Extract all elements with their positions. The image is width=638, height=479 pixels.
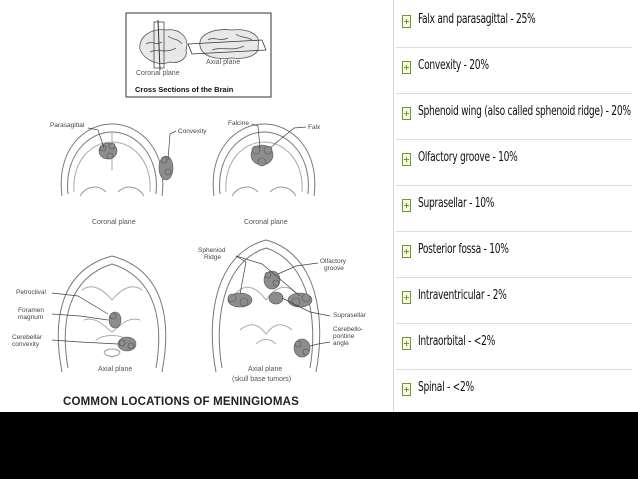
- expand-plus-icon[interactable]: [402, 291, 411, 304]
- list-item-label: Olfactory groove - 10%: [418, 150, 518, 165]
- label-cp-angle-3: angle: [333, 340, 349, 347]
- tumor-suprasellar: [269, 292, 283, 304]
- expand-plus-icon[interactable]: [402, 107, 411, 120]
- list-item[interactable]: [394, 325, 638, 370]
- label-cerebellar-1: Cerebellar: [12, 334, 42, 341]
- label-suprasellar: Suprasellar: [333, 312, 366, 319]
- list-item[interactable]: [394, 141, 638, 186]
- coronal-skull-left: [61, 124, 163, 196]
- list-item[interactable]: [394, 233, 638, 278]
- expand-plus-icon[interactable]: [402, 383, 411, 396]
- list-item-label: Spinal - <2%: [418, 380, 474, 395]
- label-falcine: Falcine: [228, 120, 249, 127]
- list-item-label: Falx and parasagittal - 25%: [418, 12, 536, 27]
- axial-plane-small-label: Axial plane: [206, 59, 241, 66]
- tumor-falcine: [251, 145, 273, 166]
- caption-axial-right-2: (skull base tumors): [232, 376, 292, 383]
- list-item-label: Convexity - 20%: [418, 58, 489, 73]
- figure-main-title: COMMON LOCATIONS OF MENINGIOMAS: [63, 396, 299, 408]
- label-sphenoid-1: Spheniod: [198, 247, 226, 254]
- divider: [396, 93, 632, 94]
- divider: [396, 139, 632, 140]
- label-cp-angle-2: pontine: [333, 333, 355, 340]
- list-item-label: Intraventricular - 2%: [418, 288, 507, 303]
- caption-axial-left: Axial plane: [98, 366, 133, 373]
- location-list: [394, 0, 638, 412]
- divider: [396, 231, 632, 232]
- list-item[interactable]: [394, 371, 638, 416]
- tumor-parasagittal: [99, 143, 117, 159]
- expand-plus-icon[interactable]: [402, 245, 411, 258]
- divider: [396, 277, 632, 278]
- caption-axial-right-1: Axial plane: [248, 366, 283, 373]
- list-item[interactable]: [394, 3, 638, 48]
- label-olfactory-2: groove: [324, 265, 344, 272]
- label-falx: Falx: [308, 124, 321, 131]
- coronal-plane-small-label: Coronal plane: [136, 70, 180, 77]
- list-item-label: Intraorbital - <2%: [418, 334, 496, 349]
- tumor-foramen-magnum: [109, 312, 121, 328]
- label-cp-angle-1: Cerebello-: [333, 326, 363, 333]
- tumor-convexity-left: [159, 156, 173, 180]
- list-item-label: Sphenoid wing (also called sphenoid ridge) - 20%: [418, 104, 631, 119]
- label-parasagittal: Parasagittal: [50, 122, 85, 129]
- caption-coronal-right: Coronal plane: [244, 219, 288, 226]
- list-item[interactable]: [394, 187, 638, 232]
- expand-plus-icon[interactable]: [402, 199, 411, 212]
- label-olfactory-1: Olfactory: [320, 258, 347, 265]
- list-item-label: Posterior fossa - 10%: [418, 242, 509, 257]
- label-convexity: Convexity: [178, 128, 207, 135]
- label-foramen-2: magnum: [18, 314, 44, 321]
- divider: [396, 369, 632, 370]
- label-cerebellar-2: convexity: [12, 341, 40, 348]
- divider: [396, 47, 632, 48]
- list-item[interactable]: [394, 49, 638, 94]
- tumor-cerebellar: [118, 337, 136, 351]
- divider: [396, 323, 632, 324]
- expand-plus-icon[interactable]: [402, 15, 411, 28]
- expand-plus-icon[interactable]: [402, 153, 411, 166]
- bottom-black-band: [0, 412, 638, 479]
- expand-plus-icon[interactable]: [402, 61, 411, 74]
- caption-coronal-left: Coronal plane: [92, 219, 136, 226]
- list-item[interactable]: [394, 95, 638, 140]
- list-item[interactable]: [394, 279, 638, 324]
- leader-lines: [52, 124, 330, 346]
- tumor-olfactory: [264, 271, 280, 289]
- tumor-cp-angle: [294, 339, 310, 357]
- label-sphenoid-2: Ridge: [204, 254, 221, 261]
- label-petroclival: Petroclival: [16, 289, 46, 296]
- list-item-label: Suprasellar - 10%: [418, 196, 495, 211]
- divider: [396, 185, 632, 186]
- label-foramen-1: Foramen: [18, 307, 45, 314]
- cross-sections-title: Cross Sections of the Brain: [135, 85, 234, 94]
- expand-plus-icon[interactable]: [402, 337, 411, 350]
